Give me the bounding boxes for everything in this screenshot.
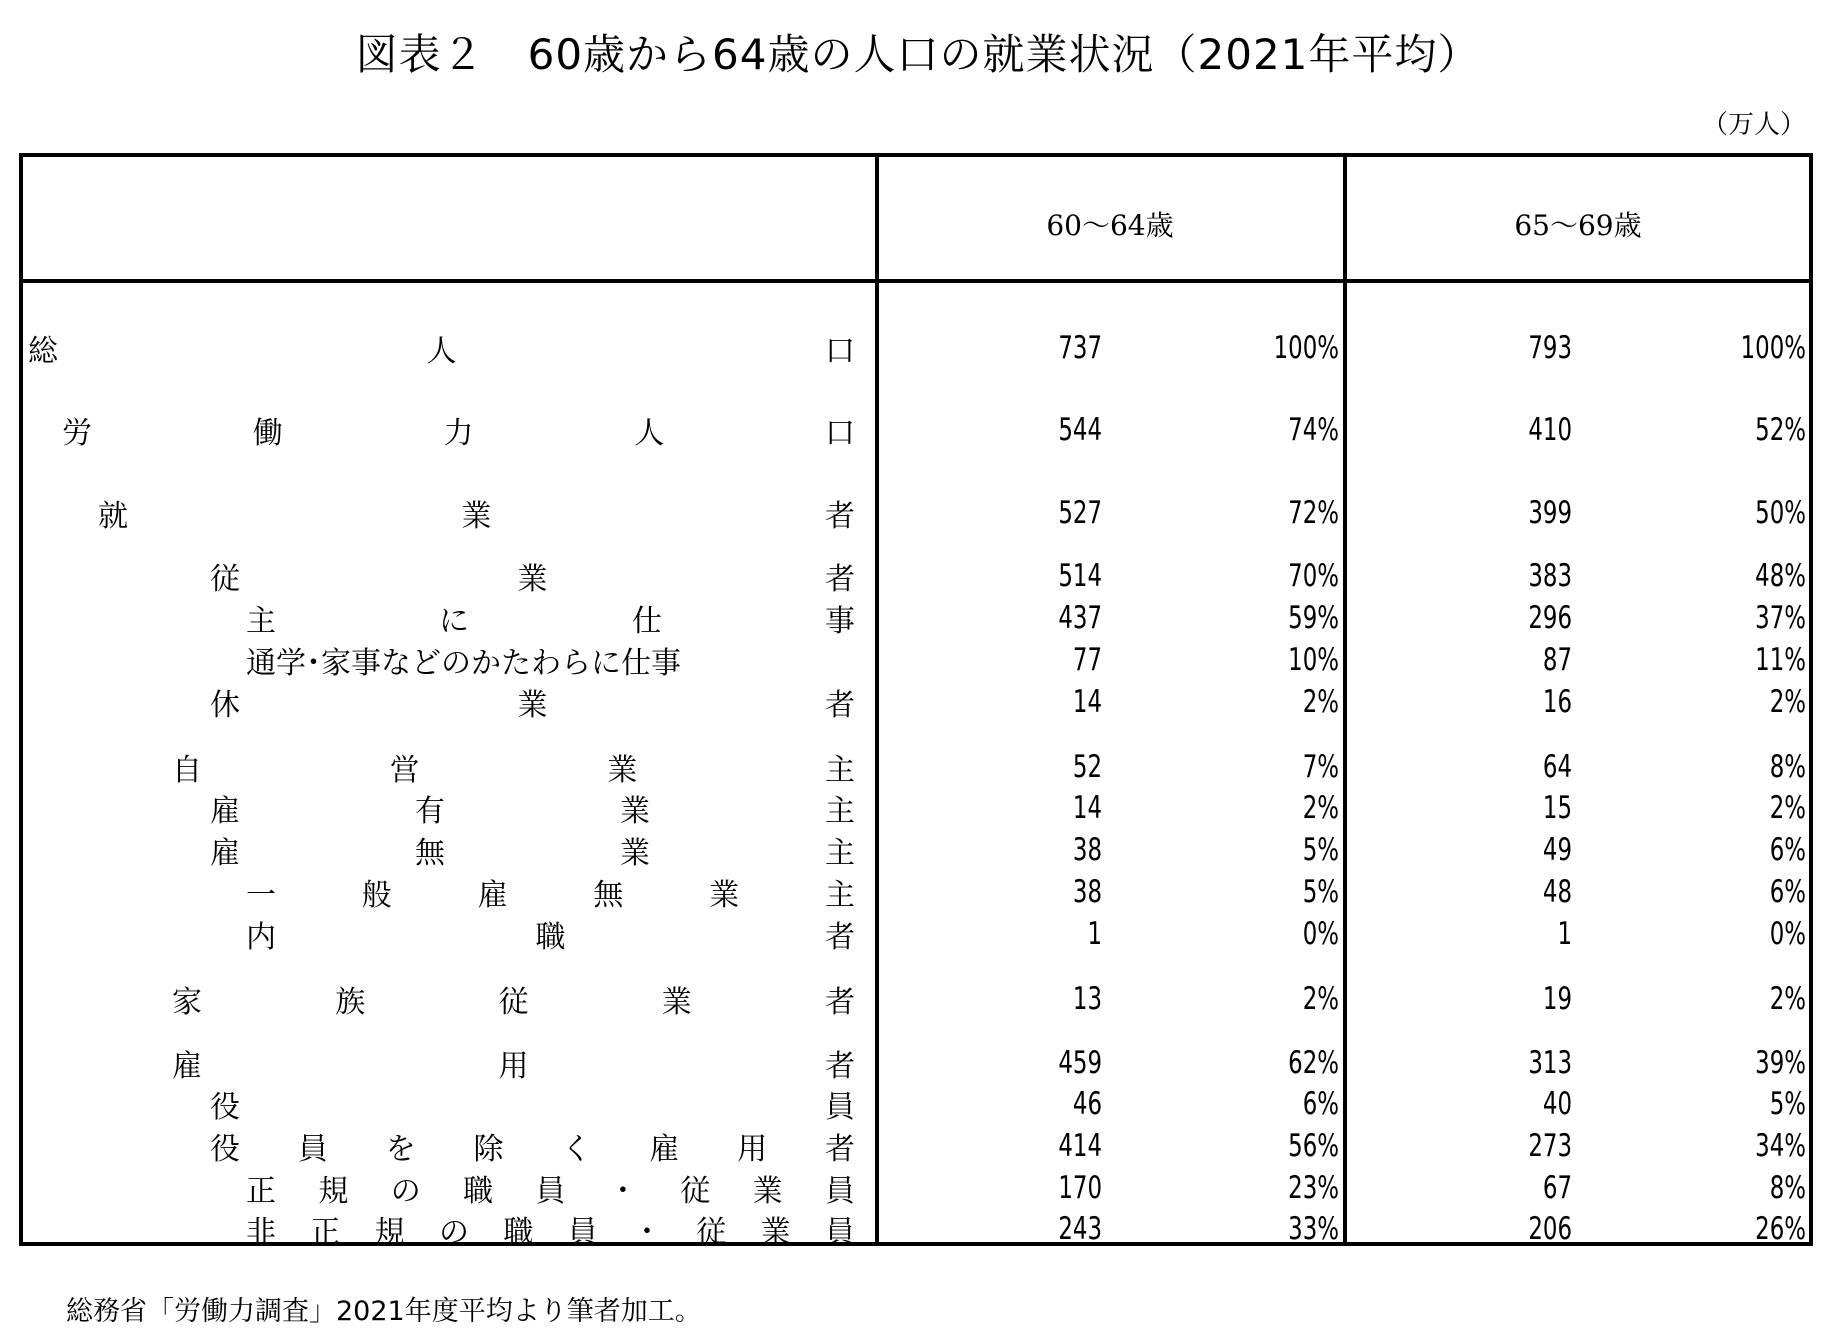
row-label-char: 般 xyxy=(361,878,392,913)
row-label-char: 者 xyxy=(825,920,855,955)
row-label-char: 業 xyxy=(709,878,740,913)
value-65-69-percent: 37% xyxy=(1755,600,1806,636)
value-60-64-count: 243 xyxy=(1058,1211,1102,1247)
value-60-64-count: 527 xyxy=(1058,495,1102,531)
row-label-char: 者 xyxy=(825,562,855,597)
value-60-64-percent: 70% xyxy=(1288,558,1339,594)
value-60-64-percent: 72% xyxy=(1288,495,1339,531)
value-65-69-percent: 2% xyxy=(1769,790,1806,826)
row-label-char: 員 xyxy=(535,1174,566,1209)
value-65-69-percent: 2% xyxy=(1769,684,1806,720)
row-label-char: 働 xyxy=(252,416,283,451)
value-60-64-percent: 74% xyxy=(1288,412,1339,448)
row-label-char: 雇 xyxy=(649,1132,680,1167)
row-label-char: 就 xyxy=(98,499,128,534)
value-65-69-percent: 0% xyxy=(1769,916,1806,952)
value-65-69-percent: 6% xyxy=(1769,832,1806,868)
value-65-69-percent: 8% xyxy=(1769,749,1806,785)
value-60-64-percent: 7% xyxy=(1302,749,1339,785)
value-65-69-count: 19 xyxy=(1542,981,1572,1017)
value-65-69-percent: 26% xyxy=(1755,1211,1806,1247)
row-label-char: 業 xyxy=(517,562,548,597)
row-label-char: 業 xyxy=(620,836,650,871)
value-60-64-count: 77 xyxy=(1072,642,1102,678)
row-label xyxy=(210,556,855,596)
value-65-69-count: 48 xyxy=(1542,874,1572,910)
value-60-64-percent: 2% xyxy=(1302,981,1339,1017)
unit-label: （万人） xyxy=(1701,110,1806,140)
value-60-64-percent: 59% xyxy=(1288,600,1339,636)
value-65-69-count: 273 xyxy=(1528,1128,1572,1164)
table-row xyxy=(0,556,1836,596)
row-label-char: 用 xyxy=(498,1049,529,1084)
row-label-char: 員 xyxy=(824,1215,855,1250)
value-65-69-percent: 52% xyxy=(1755,412,1806,448)
table-row xyxy=(0,640,1836,680)
value-60-64-count: 414 xyxy=(1058,1128,1102,1164)
value-60-64-percent: 0% xyxy=(1302,916,1339,952)
value-60-64-count: 46 xyxy=(1072,1086,1102,1122)
row-label-char: ・ xyxy=(607,1174,638,1209)
row-label-char: 人 xyxy=(426,334,457,369)
row-label-char: 員 xyxy=(825,1174,855,1209)
row-label xyxy=(210,830,855,870)
value-60-64-count: 52 xyxy=(1072,749,1102,785)
table-row xyxy=(0,830,1836,870)
value-60-64-percent: 100% xyxy=(1273,330,1339,366)
value-60-64-percent: 2% xyxy=(1302,790,1339,826)
row-label-char: 業 xyxy=(760,1215,791,1250)
row-label-char: 仕 xyxy=(632,604,662,639)
row-label-char: 従 xyxy=(498,985,529,1020)
row-label-char: 人 xyxy=(634,416,665,451)
table-row xyxy=(0,1126,1836,1166)
row-label xyxy=(98,493,855,533)
row-label-char: 業 xyxy=(661,985,692,1020)
value-65-69-count: 313 xyxy=(1528,1045,1572,1081)
row-label-char: 業 xyxy=(607,753,638,788)
value-60-64-percent: 23% xyxy=(1288,1170,1339,1206)
row-label-char: 雇 xyxy=(477,878,508,913)
row-label xyxy=(172,1043,855,1083)
row-label-char: 員 xyxy=(825,1090,855,1125)
row-label-char: 者 xyxy=(825,688,855,723)
row-label-char: 員 xyxy=(567,1215,598,1250)
value-60-64-percent: 10% xyxy=(1288,642,1339,678)
value-65-69-count: 67 xyxy=(1542,1170,1572,1206)
row-label xyxy=(246,640,855,680)
row-label-char: 主 xyxy=(824,878,855,913)
row-label-char: の xyxy=(438,1215,469,1250)
row-label-char: 口 xyxy=(825,334,855,369)
source-note: 総務省「労働力調査」2021年度平均より筆者加工。 xyxy=(66,1296,702,1327)
row-label-text: 通学･家事などのかたわらに仕事 xyxy=(246,646,681,681)
table-row xyxy=(0,747,1836,787)
value-60-64-percent: 33% xyxy=(1288,1211,1339,1247)
row-label-char: の xyxy=(390,1174,421,1209)
row-label-char: に xyxy=(439,604,469,639)
row-label xyxy=(246,1168,855,1208)
value-65-69-percent: 48% xyxy=(1755,558,1806,594)
value-65-69-percent: 34% xyxy=(1755,1128,1806,1164)
row-label xyxy=(210,788,855,828)
value-65-69-count: 16 xyxy=(1542,684,1572,720)
row-label-char: 職 xyxy=(503,1215,534,1250)
column-header-65-69: 65～69歳 xyxy=(1514,209,1642,242)
row-label-char: 正 xyxy=(246,1174,276,1209)
row-label-char: 一 xyxy=(246,878,276,913)
row-label-char: 雇 xyxy=(210,794,240,829)
row-label xyxy=(172,747,855,787)
value-60-64-count: 459 xyxy=(1058,1045,1102,1081)
row-label-char: 業 xyxy=(461,499,492,534)
row-label-char: 職 xyxy=(535,920,566,955)
row-label-char: 規 xyxy=(318,1174,349,1209)
value-65-69-count: 410 xyxy=(1528,412,1572,448)
value-65-69-count: 49 xyxy=(1542,832,1572,868)
row-label xyxy=(210,1126,855,1166)
value-60-64-percent: 62% xyxy=(1288,1045,1339,1081)
table-row xyxy=(0,1209,1836,1249)
value-65-69-count: 383 xyxy=(1528,558,1572,594)
row-label-char: 口 xyxy=(825,416,855,451)
value-60-64-count: 737 xyxy=(1058,330,1102,366)
value-60-64-percent: 5% xyxy=(1302,832,1339,868)
row-label-char: 無 xyxy=(415,836,445,871)
table-row xyxy=(0,788,1836,828)
table-row xyxy=(0,872,1836,912)
row-label-char: 無 xyxy=(593,878,624,913)
row-label-char: 業 xyxy=(620,794,650,829)
table-row xyxy=(0,682,1836,722)
row-label-char: 営 xyxy=(389,753,420,788)
row-label-char: を xyxy=(385,1132,416,1167)
row-label-char: 雇 xyxy=(172,1049,202,1084)
row-label-char: 自 xyxy=(172,753,202,788)
row-label xyxy=(246,914,855,954)
row-label-char: 役 xyxy=(210,1132,240,1167)
value-65-69-count: 87 xyxy=(1542,642,1572,678)
value-60-64-count: 14 xyxy=(1072,790,1102,826)
table-row xyxy=(0,1168,1836,1208)
value-65-69-percent: 39% xyxy=(1755,1045,1806,1081)
row-label-char: ・ xyxy=(631,1215,662,1250)
row-label-char: 役 xyxy=(210,1090,240,1125)
value-65-69-percent: 100% xyxy=(1740,330,1806,366)
value-65-69-count: 399 xyxy=(1528,495,1572,531)
value-60-64-count: 38 xyxy=(1072,832,1102,868)
table-row xyxy=(0,1043,1836,1083)
table-row xyxy=(0,914,1836,954)
row-label-char: 休 xyxy=(210,688,240,723)
value-60-64-count: 437 xyxy=(1058,600,1102,636)
row-label xyxy=(62,410,855,450)
value-60-64-count: 13 xyxy=(1072,981,1102,1017)
value-60-64-percent: 56% xyxy=(1288,1128,1339,1164)
value-65-69-count: 1 xyxy=(1557,916,1572,952)
row-label-char: 主 xyxy=(824,753,855,788)
row-label-char: 員 xyxy=(297,1132,328,1167)
value-65-69-count: 793 xyxy=(1528,330,1572,366)
row-label-char: 業 xyxy=(517,688,548,723)
table-row xyxy=(0,1084,1836,1124)
row-label xyxy=(28,328,855,368)
value-60-64-count: 1 xyxy=(1087,916,1102,952)
row-label xyxy=(246,1209,855,1249)
table-row xyxy=(0,410,1836,450)
row-label-char: 内 xyxy=(246,920,276,955)
row-label-char: 雇 xyxy=(210,836,240,871)
row-label-char: 労 xyxy=(62,416,92,451)
row-label-char: 者 xyxy=(825,1049,855,1084)
row-label-char: 者 xyxy=(825,985,855,1020)
header-divider xyxy=(19,279,1813,283)
row-label-char: 業 xyxy=(752,1174,783,1209)
row-label-char: 従 xyxy=(210,562,240,597)
row-label-char: 非 xyxy=(246,1215,276,1250)
value-65-69-count: 40 xyxy=(1542,1086,1572,1122)
row-label-char: 族 xyxy=(335,985,366,1020)
value-65-69-percent: 50% xyxy=(1755,495,1806,531)
value-60-64-percent: 6% xyxy=(1302,1086,1339,1122)
table-row xyxy=(0,328,1836,368)
value-60-64-count: 14 xyxy=(1072,684,1102,720)
row-label-char: 者 xyxy=(825,499,855,534)
row-label-char: 除 xyxy=(473,1132,504,1167)
row-label xyxy=(246,872,855,912)
row-label-char: 事 xyxy=(825,604,855,639)
value-65-69-percent: 11% xyxy=(1755,642,1806,678)
page-title: 図表２ 60歳から64歳の人口の就業状況（2021年平均） xyxy=(355,30,1481,79)
row-label xyxy=(172,979,855,1019)
row-label-char: 規 xyxy=(374,1215,405,1250)
value-60-64-count: 514 xyxy=(1058,558,1102,594)
value-65-69-count: 64 xyxy=(1542,749,1572,785)
value-60-64-percent: 5% xyxy=(1302,874,1339,910)
row-label xyxy=(210,682,855,722)
row-label-char: 者 xyxy=(824,1132,855,1167)
value-65-69-count: 206 xyxy=(1528,1211,1572,1247)
value-65-69-percent: 8% xyxy=(1769,1170,1806,1206)
value-65-69-count: 15 xyxy=(1542,790,1572,826)
row-label-char: 主 xyxy=(825,836,855,871)
row-label-char: 力 xyxy=(443,416,474,451)
row-label-char: 主 xyxy=(246,604,276,639)
table-row xyxy=(0,493,1836,533)
value-65-69-percent: 5% xyxy=(1769,1086,1806,1122)
row-label-char: く xyxy=(561,1132,592,1167)
row-label-char: 有 xyxy=(415,794,445,829)
value-60-64-count: 544 xyxy=(1058,412,1102,448)
value-60-64-count: 170 xyxy=(1058,1170,1102,1206)
row-label-char: 総 xyxy=(28,334,58,369)
row-label-char: 職 xyxy=(463,1174,494,1209)
table-row xyxy=(0,979,1836,1019)
value-65-69-count: 296 xyxy=(1528,600,1572,636)
row-label-char: 用 xyxy=(737,1132,768,1167)
table-row xyxy=(0,598,1836,638)
column-header-60-64: 60～64歳 xyxy=(1046,209,1174,242)
value-65-69-percent: 2% xyxy=(1769,981,1806,1017)
row-label-char: 家 xyxy=(172,985,202,1020)
row-label xyxy=(246,598,855,638)
row-label-char: 従 xyxy=(696,1215,727,1250)
value-65-69-percent: 6% xyxy=(1769,874,1806,910)
value-60-64-percent: 2% xyxy=(1302,684,1339,720)
row-label-char: 従 xyxy=(680,1174,711,1209)
row-label-char: 主 xyxy=(825,794,855,829)
row-label xyxy=(210,1084,855,1124)
row-label-char: 正 xyxy=(310,1215,341,1250)
value-60-64-count: 38 xyxy=(1072,874,1102,910)
